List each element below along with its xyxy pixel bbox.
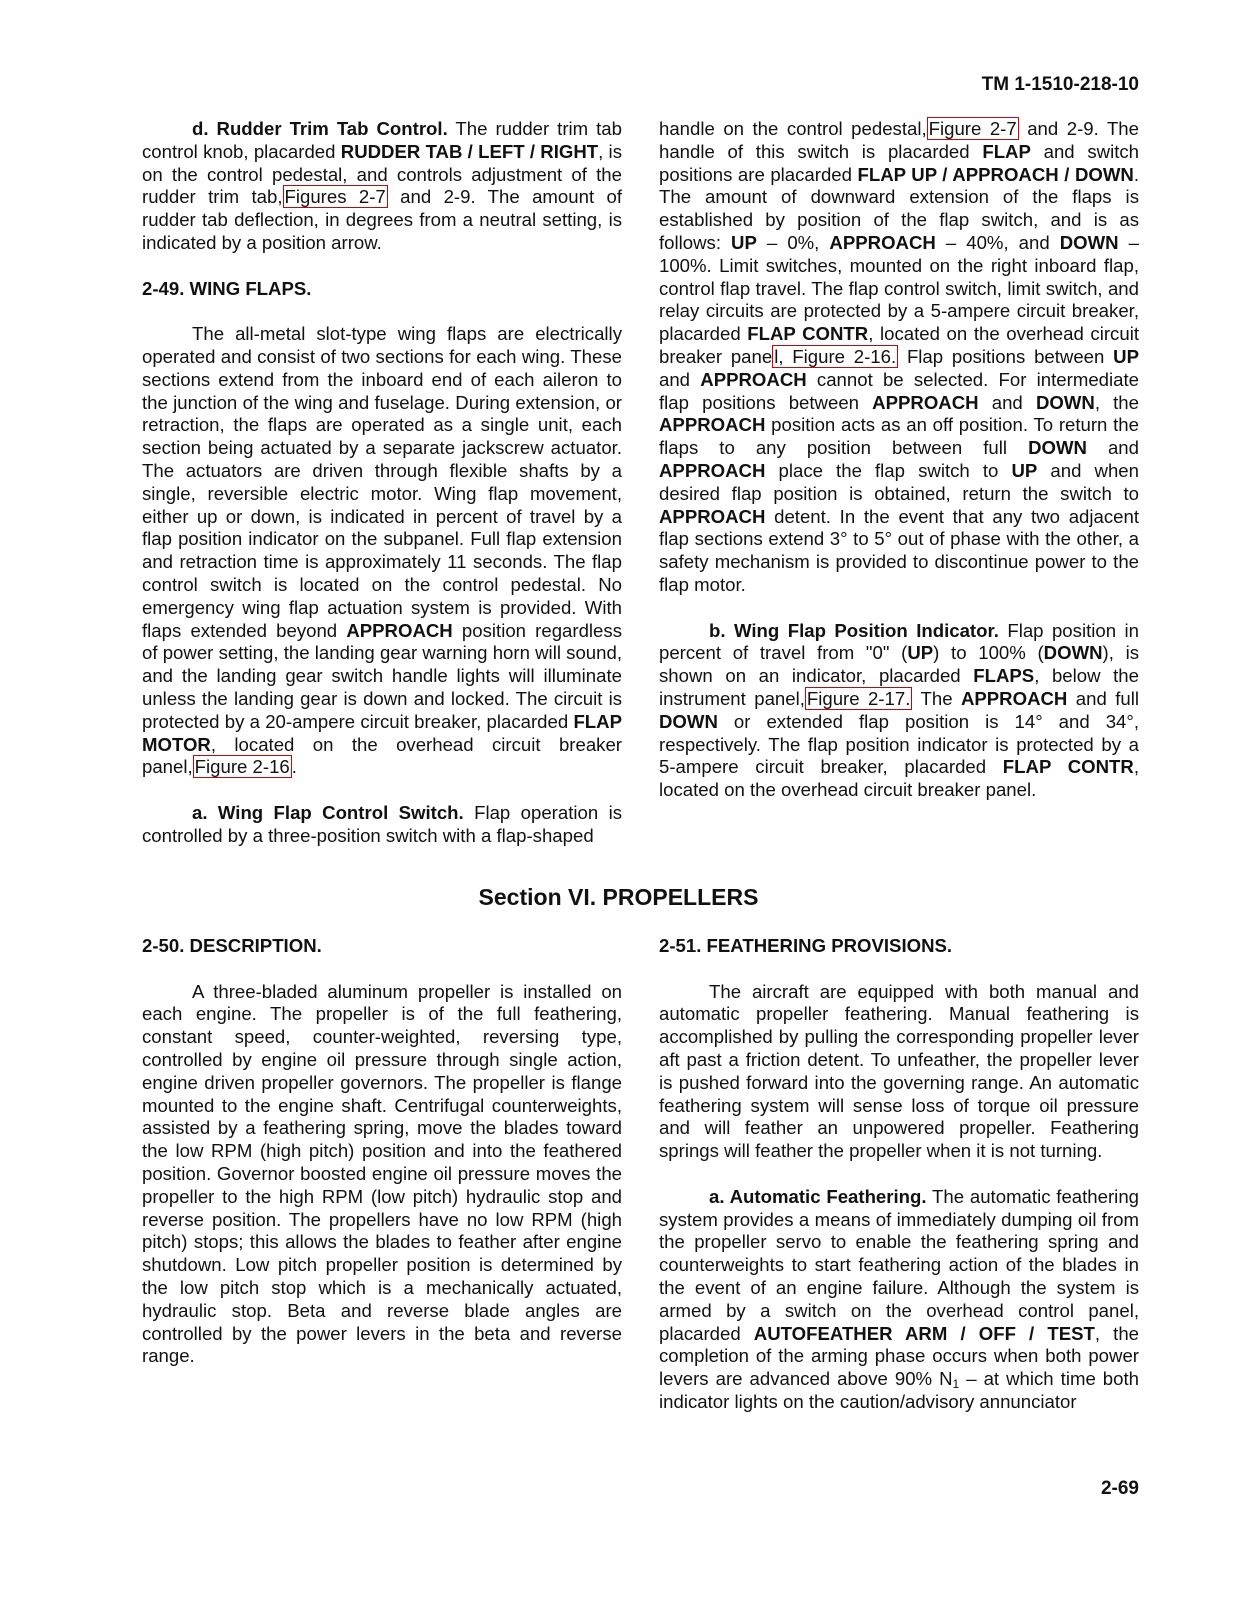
upper-left-column <box>142 118 622 848</box>
figure-2-7-link[interactable]: Figures 2-7 <box>284 186 386 208</box>
figure-2-16-link[interactable]: Figure 2-16 <box>194 756 290 778</box>
upper-right-column <box>659 118 1139 802</box>
page-number: 2-69 <box>1100 1478 1139 1499</box>
figure-2-16-link[interactable]: l, Figure 2-16. <box>774 345 897 367</box>
flap-indicator-heading: b. Wing Flap Position Indicator. <box>709 619 999 641</box>
flap-switch-heading: a. Wing Flap Control Switch. <box>192 801 464 823</box>
rudder-trim-heading: d. Rudder Trim Tab Control. <box>192 118 448 139</box>
description-paragraph: A three-bladed aluminum propeller is installed on each engine. The propeller is of the full feathering, constant speed, counter-weighted, reversing type, controlled by engine oil pressure through single action, engine driven propeller governors. The propeller is flange mounted to the engine shaft. Centrifugal counterweights, assisted by a feathering spring, move the blades toward the low RPM (high pitch) position and into the feathered position. Governor boosted engine oil pressure moves the propeller to the high RPM (low pitch) hydraulic stop and reverse position. The propellers have no low RPM (high pitch) stops; this allows the blades to feather after engine shutdown. Low pitch propeller position is determined by the low pitch stop which is a mechanically actuated, hydraulic stop. Beta and reverse blade angles are controlled by the power levers in the beta and reverse range. <box>142 980 622 1367</box>
wing-flaps-heading: 2-49. WING FLAPS. <box>142 277 312 299</box>
lower-right-column <box>659 935 1139 1414</box>
automatic-feathering-paragraph: a. Automatic Feathering. The automatic feathering system provides a means of immediately dumping oil from the propeller servo to enable the feathering spring and counterweights to start feathering action of the blades in the event of an engine failure. Although the system is armed by a switch on the overhead control panel, placarded AUTOFEATHER ARM / OFF / TEST, the completion of the arming phase occurs when both power levers are advanced above 90% $N_1$ – at which time both indicator lights on the caution/advisory annunciator <box>659 1185 1139 1412</box>
description-heading: 2-50. DESCRIPTION. <box>142 935 322 956</box>
automatic-feathering-heading: a. Automatic Feathering. <box>709 1185 927 1207</box>
flap-switch-paragraph: a. Wing Flap Control Switch. Flap operation is controlled by a three-position switch with a flap-shaped <box>142 801 622 846</box>
flap-switch-continued-paragraph: handle on the control pedestal, Figure 2-7 and 2-9. The handle of this switch is placarded FLAP and switch positions are placarded FLAP UP / APPROACH / DOWN. The amount of downward extension of the flaps is established by position of the flap switch, and is as follows: UP – 0%, APPROACH – 40%, and DOWN – 100%. Limit switches, mounted on the right inboard flap, control flap travel. The flap control switch, limit switch, and relay circuits are protected by a 5-ampere circuit breaker, placarded FLAP CONTR, located on the overhead circuit breaker pane l, Figure 2-16. Flap positions between UP and APPROACH cannot be selected. For intermediate flap positions between APPROACH and DOWN, the APPROACH position acts as an off position. To return the flaps to any position between full DOWN and APPROACH place the flap switch to UP and when desired flap position is obtained, return the switch to APPROACH detent. In the event that any two adjacent flap sections extend 3° to 5° out of phase with the other, a safety mechanism is provided to discontinue power to the flap motor. <box>659 118 1140 595</box>
section-title: Section VI. PROPELLERS <box>478 884 759 910</box>
wing-flaps-paragraph: The all-metal slot-type wing flaps are electrically operated and consist of two sections for each wing. These sections extend from the inboard end of each aileron to the junction of the wing and fuselage. During extension, or retraction, the flaps are operated as a single unit, each section being actuated by a separate jackscrew actuator. The actuators are driven through flexible shafts by a single, reversible electric motor. Wing flap movement, either up or down, is indicated in percent of travel by a flap position indicator on the subpanel. Full flap extension and retraction time is approximately 11 seconds. The flap control switch is located on the control pedestal. No emergency wing flap actuation system is provided. With flaps extended beyond APPROACH position regardless of power setting, the landing gear warning horn will sound, and the landing gear switch handle lights will illuminate unless the landing gear is down and locked. The circuit is protected by a 20-ampere circuit breaker, placarded FLAP MOTOR, located on the overhead circuit breaker panel, Figure 2-16 . <box>142 323 622 778</box>
flap-indicator-paragraph: b. Wing Flap Position Indicator. Flap position in percent of travel from "0" (UP) to 100% (DOWN), is shown on an indicator, placarded FLAPS, below the instrument panel, Figure 2-17. The APPROACH and full DOWN or extended flap position is 14° and 34°, respectively. The flap position indicator is protected by a 5-ampere circuit breaker, placarded FLAP CONTR, located on the overhead circuit breaker panel. <box>659 619 1140 801</box>
feathering-heading: 2-51. FEATHERING PROVISIONS. <box>659 935 953 956</box>
document-id: TM 1-1510-218-10 <box>981 74 1139 95</box>
figure-2-7-link[interactable]: Figure 2-7 <box>928 118 1017 139</box>
lower-left-column <box>142 935 622 1368</box>
rudder-trim-paragraph: d. Rudder Trim Tab Control. The rudder trim tab control knob, placarded RUDDER TAB / LEFT / RIGHT, is on the control pedestal, and controls adjustment of the rudder trim tab, Figures 2-7 and 2-9. The amount of rudder tab deflection, in degrees from a neutral setting, is indicated by a position arrow. <box>142 118 622 253</box>
feathering-paragraph: The aircraft are equipped with both manual and automatic propeller feathering. Manual feathering is accomplished by pulling the corresponding propeller lever aft past a friction detent. To unfeather, the propeller lever is pushed forward into the governing range. An automatic feathering system will sense loss of torque oil pressure and will feather an unpowered propeller. Feathering springs will feather the propeller when it is not turning. <box>659 980 1139 1162</box>
figure-2-17-link[interactable]: Figure 2-17. <box>806 687 911 709</box>
